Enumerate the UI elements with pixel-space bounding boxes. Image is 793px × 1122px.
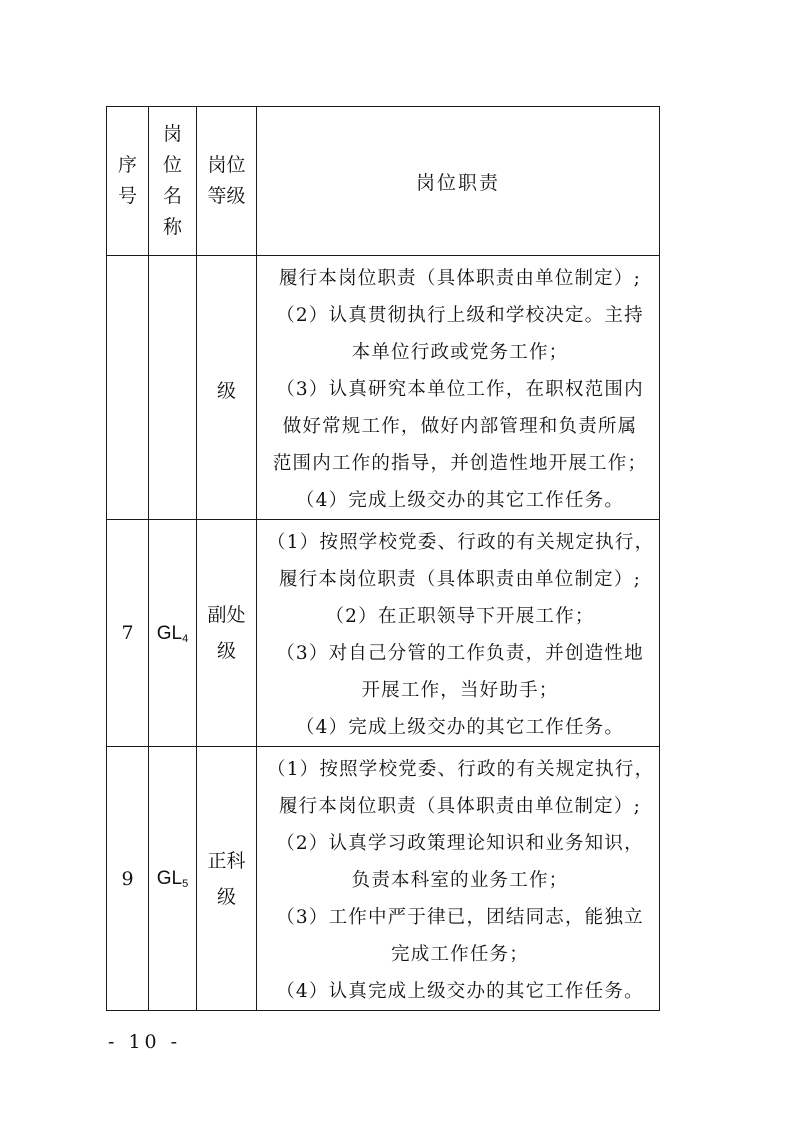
duty-line: （3）对自己分管的工作负责，并创造性地 [276,643,644,664]
duty-line: 范围内工作的指导，并创造性地开展工作； [272,453,648,474]
header-duty: 岗位职责 [257,107,660,256]
row-name-cell [149,520,197,747]
header-name-char: 称 [162,216,182,238]
header-name-char: 名 [162,185,182,207]
job-duty-table [106,106,660,1011]
duty-line: （2）认真贯彻执行上级和学校决定。主持 [276,305,644,326]
duty-line: （1）按照学校党委、行政的有关规定执行， [267,759,655,780]
row-duty-cell [257,256,660,520]
duty-line: 履行本岗位职责（具体职责由单位制定）; [278,569,642,590]
table-row [107,520,660,747]
header-no [107,107,149,256]
row-level-cell [197,520,257,747]
duty-line: 本单位行政或党务工作； [351,342,569,363]
table-header-row [107,107,660,256]
header-name-char: 岗 [162,123,182,145]
header-level [197,107,257,256]
header-name-char: 位 [162,154,182,176]
header-level-line: 岗位 [207,154,246,176]
duty-line: （2）在正职领导下开展工作； [325,606,595,627]
duty-line: （4）认真完成上级交办的其它工作任务。 [276,981,644,1002]
row-no-cell: 9 [107,747,149,1011]
duty-line: 开展工作，当好助手； [361,680,559,701]
post-code-text: GL [156,622,183,644]
duty-line: （1）按照学校党委、行政的有关规定执行， [267,532,655,553]
level-text: 正科 [207,849,246,872]
row-no-cell [107,256,149,520]
row-no-cell: 7 [107,520,149,747]
post-code [157,623,188,644]
level-text: 级 [216,640,236,662]
level-text: 级 [216,885,236,908]
row-level-cell [197,747,257,1011]
duty-line: 履行本岗位职责（具体职责由单位制定）; [278,268,642,289]
header-name [149,107,197,256]
header-no-char: 号 [117,185,137,207]
header-level-line: 等级 [207,185,246,207]
duty-line: 履行本岗位职责（具体职责由单位制定）; [278,796,642,817]
row-duty-cell [257,747,660,1011]
post-code [157,868,188,889]
header-no-char: 序 [117,154,137,176]
row-name-cell [149,747,197,1011]
row-duty-cell [257,520,660,747]
post-code-subscript: 4 [182,632,189,645]
duty-line: 负责本科室的业务工作； [351,870,569,891]
table-row [107,256,660,520]
page-number: - 10 - [108,1031,182,1053]
duty-line: （4）完成上级交办的其它工作任务。 [295,717,625,738]
row-name-cell [149,256,197,520]
duty-line: 做好常规工作，做好内部管理和负责所属 [282,416,638,437]
post-code-text: GL [156,868,183,889]
post-code-subscript: 5 [182,878,189,890]
duty-line: （4）完成上级交办的其它工作任务。 [295,490,625,511]
level-text: 级 [216,380,236,402]
duty-line: 完成工作任务； [391,944,529,965]
duty-line: （3）工作中严于律已，团结同志，能独立 [276,907,644,928]
duty-line: （2）认真学习政策理论知识和业务知识， [276,833,644,854]
duty-line: （3）认真研究本单位工作，在职权范围内 [276,379,644,400]
level-text: 副处 [207,604,246,626]
row-level-cell [197,256,257,520]
table-row [107,747,660,1011]
